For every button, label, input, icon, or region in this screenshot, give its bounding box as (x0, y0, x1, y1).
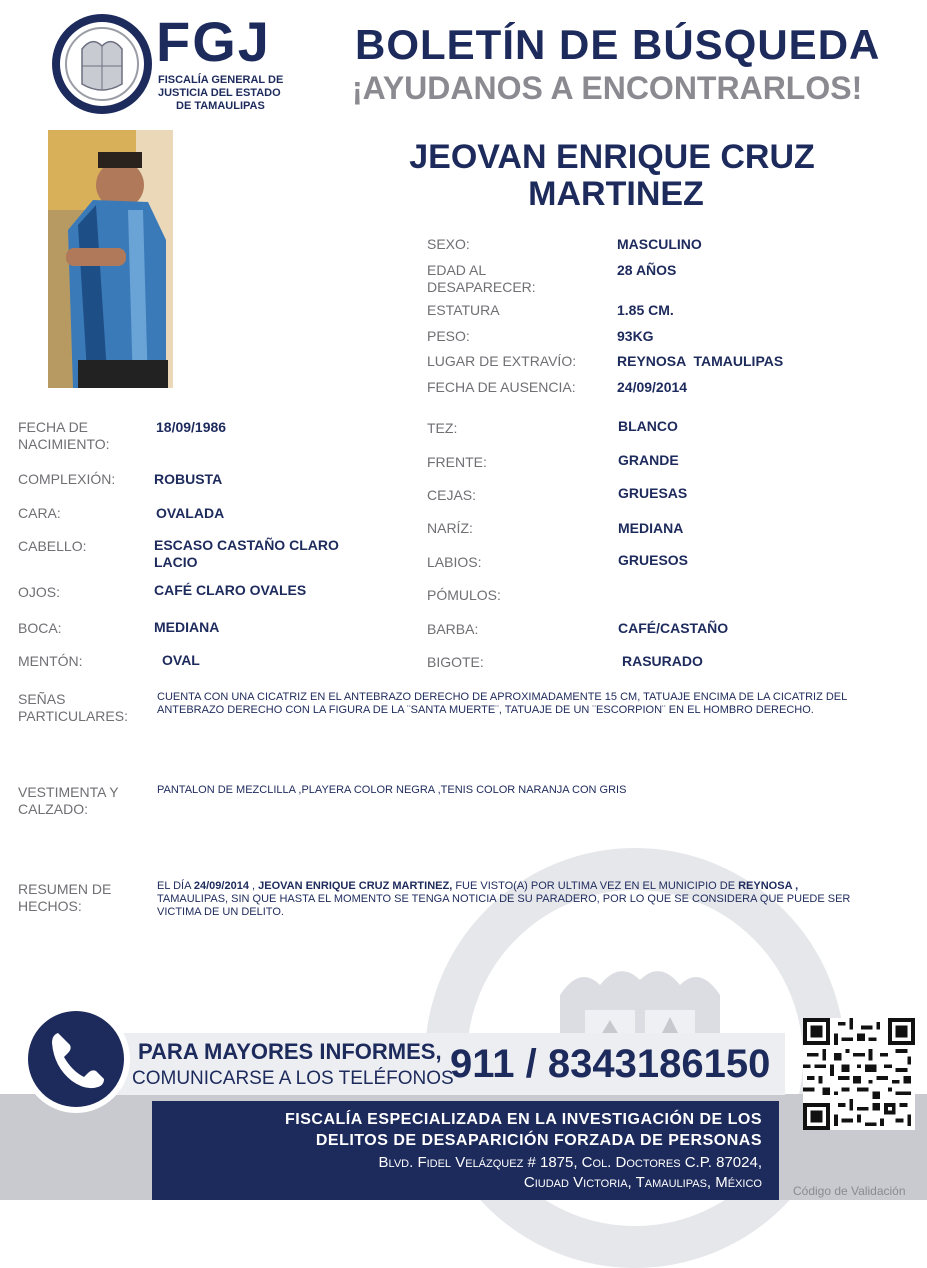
phone-icon (28, 1011, 124, 1107)
label-fecha-ausencia: FECHA DE AUSENCIA: (427, 379, 576, 395)
fgj-logo-emblem (52, 14, 152, 114)
value-lugar-extravio: REYNOSA TAMAULIPAS (617, 353, 784, 369)
label-nariz: NARÍZ: (427, 520, 473, 536)
qr-code (803, 1018, 915, 1130)
contact-phones: 911 / 8343186150 (450, 1042, 771, 1086)
label-labios: LABIOS: (427, 554, 482, 570)
logo-acronym: FGJ (156, 10, 271, 73)
label-senas-particulares: SEÑAS PARTICULARES: (18, 691, 128, 724)
logo-text-2: JUSTICIA DEL ESTADO (158, 87, 281, 99)
value-cabello: ESCASO CASTAÑO CLARO LACIO (154, 537, 339, 570)
label-peso: PESO: (427, 328, 470, 344)
label-menton: MENTÓN: (18, 653, 83, 669)
label-frente: FRENTE: (427, 454, 487, 470)
value-fecha-nacimiento: 18/09/1986 (156, 419, 227, 435)
value-nariz: MEDIANA (618, 520, 684, 536)
label-cabello: CABELLO: (18, 538, 87, 554)
value-edad: 28 AÑOS (617, 262, 677, 278)
label-sexo: SEXO: (427, 236, 470, 252)
bulletin-title: BOLETÍN DE BÚSQUEDA (355, 21, 881, 68)
value-menton: OVAL (162, 652, 200, 668)
label-lugar-extravio: LUGAR DE EXTRAVÍO: (427, 353, 577, 369)
label-fecha-nacimiento: FECHA DE NACIMIENTO: (18, 419, 110, 452)
label-ojos: OJOS: (18, 584, 61, 600)
value-estatura: 1.85 CM. (617, 302, 674, 318)
resumen-text-3: FUE VISTO(A) POR ULTIMA VEZ EN EL MUNICIPIO DE (452, 880, 739, 892)
value-fecha-ausencia: 24/09/2014 (617, 379, 688, 395)
value-frente: GRANDE (618, 452, 679, 468)
bulletin-subtitle: ¡AYUDANOS A ENCONTRARLOS! (352, 70, 863, 106)
label-bigote: BIGOTE: (427, 654, 484, 670)
footer-line2: DELITOS DE DESAPARICIÓN FORZADA DE PERSONAS (315, 1132, 762, 1149)
label-tez: TEZ: (427, 420, 458, 436)
label-complexion: COMPLEXIÓN: (18, 471, 116, 487)
footer-line4: Ciudad Victoria, Tamaulipas, México (523, 1174, 762, 1191)
value-barba: CAFÉ/CASTAÑO (618, 620, 729, 636)
label-cejas: CEJAS: (427, 487, 477, 503)
value-bigote: RASURADO (622, 653, 703, 669)
footer-line3: Blvd. Fidel Velázquez # 1875, Col. Doctores C.P. 87024, (378, 1154, 762, 1171)
label-barba: BARBA: (427, 621, 479, 637)
value-cejas: GRUESAS (618, 485, 688, 501)
resumen-date: 24/09/2014 (193, 880, 249, 892)
value-complexion: ROBUSTA (154, 471, 223, 487)
label-estatura: ESTATURA (427, 302, 500, 318)
contact-line1: PARA MAYORES INFORMES, (138, 1039, 442, 1064)
contact-line2: COMUNICARSE A LOS TELÉFONOS (132, 1068, 454, 1089)
value-peso: 93KG (617, 328, 654, 344)
label-cara: CARA: (18, 505, 61, 521)
label-pomulos: PÓMULOS: (427, 587, 501, 603)
label-edad: EDAD AL DESAPARECER: (427, 262, 536, 295)
label-resumen: RESUMEN DE HECHOS: (18, 881, 112, 914)
person-name-line1: JEOVAN ENRIQUE CRUZ (409, 138, 815, 176)
value-labios: GRUESOS (618, 552, 689, 568)
label-boca: BOCA: (18, 620, 62, 636)
label-vestimenta: VESTIMENTA Y CALZADO: (18, 784, 119, 817)
resumen-place: REYNOSA , (738, 880, 799, 892)
logo-text-1: FISCALÍA GENERAL DE (158, 74, 284, 86)
footer-line1: FISCALÍA ESPECIALIZADA EN LA INVESTIGACIÓN DE LOS (285, 1111, 762, 1128)
validation-code-label: Código de Validación (793, 1184, 906, 1198)
value-vestimenta: PANTALON DE MEZCLILLA ,PLAYERA COLOR NEGRA ,TENIS COLOR NARANJA CON GRIS (157, 784, 627, 796)
phone-icon-circle (22, 1005, 130, 1113)
resumen-text-4: TAMAULIPAS, SIN QUE HASTA EL MOMENTO SE TENGA NOTICIA DE SU PARADERO, POR LO QUE SE CONSIDERA QUE PUEDE SER VICTIMA DE UN DELITO. (157, 893, 851, 918)
value-resumen (157, 880, 867, 919)
resumen-text-1: EL DÍA (157, 880, 194, 892)
resumen-name: JEOVAN ENRIQUE CRUZ MARTINEZ, (258, 880, 453, 892)
value-tez: BLANCO (618, 418, 678, 434)
logo-text-3: DE TAMAULIPAS (176, 100, 265, 112)
person-name-line2: MARTINEZ (528, 175, 704, 213)
value-boca: MEDIANA (154, 619, 220, 635)
value-ojos: CAFÉ CLARO OVALES (154, 582, 307, 598)
value-senas-particulares: CUENTA CON UNA CICATRIZ EN EL ANTEBRAZO DERECHO DE APROXIMADAMENTE 15 CM, TATUAJE ENCIMA DE LA CICATRIZ DEL ANTEBRAZO DERECHO CON LA FIGURA DE LA ¨SANTA MUERTE¨, TATUAJE DE UN ¨ESCORPION¨ EN EL HOMBRO DERECHO. (157, 691, 847, 716)
value-sexo: MASCULINO (617, 236, 702, 252)
resumen-text-2: , (248, 880, 259, 892)
value-cara: OVALADA (156, 505, 225, 521)
person-photo (48, 130, 173, 388)
